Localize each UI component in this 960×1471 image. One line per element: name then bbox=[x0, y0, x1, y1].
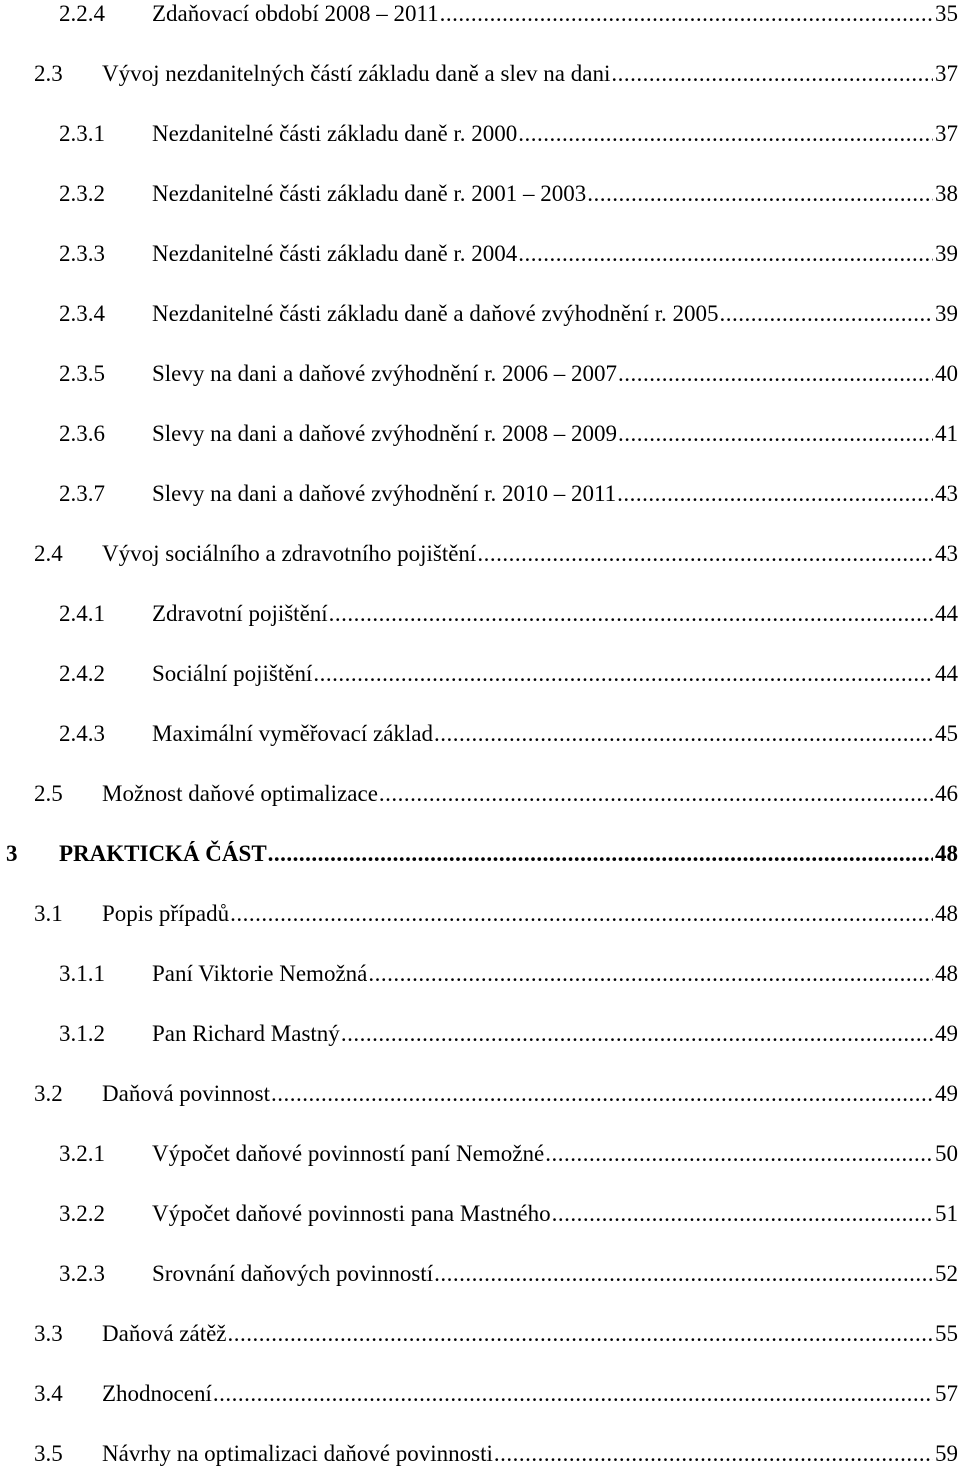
toc-entry-2-3-1[interactable] bbox=[59, 117, 960, 151]
toc-entry-number: 3.1 bbox=[34, 901, 63, 926]
toc-entry-number: 2.5 bbox=[34, 781, 63, 806]
toc-dot-leader bbox=[313, 657, 933, 691]
toc-entry-page: 40 bbox=[935, 361, 958, 386]
toc-entry-page: 38 bbox=[935, 181, 958, 206]
toc-dot-leader bbox=[494, 1437, 933, 1471]
toc-entry-number: 2.4 bbox=[34, 541, 63, 566]
toc-entry-2-3-6[interactable] bbox=[59, 417, 960, 451]
toc-entry-number: 3.3 bbox=[34, 1321, 63, 1346]
toc-entry-title: Sociální pojištění bbox=[152, 661, 313, 686]
toc-dot-leader bbox=[379, 777, 933, 811]
toc-entry-title: Daňová zátěž bbox=[102, 1321, 227, 1346]
toc-entry-3-1-1[interactable] bbox=[59, 957, 960, 991]
toc-entry-number: 2.3.7 bbox=[59, 481, 105, 506]
toc-entry-title: Paní Viktorie Nemožná bbox=[152, 961, 368, 986]
toc-entry-page: 49 bbox=[935, 1021, 958, 1046]
toc-entry-title: Popis případů bbox=[102, 901, 230, 926]
toc-entry-title: Srovnání daňových povinností bbox=[152, 1261, 434, 1286]
toc-entry-page: 35 bbox=[935, 1, 958, 26]
toc-entry-3-2[interactable] bbox=[34, 1077, 960, 1111]
toc-entry-page: 39 bbox=[935, 241, 958, 266]
toc-entry-number: 2.3.6 bbox=[59, 421, 105, 446]
toc-entry-title: Vývoj sociálního a zdravotního pojištění bbox=[102, 541, 477, 566]
toc-dot-leader bbox=[213, 1377, 933, 1411]
toc-entry-2-3[interactable] bbox=[34, 57, 960, 91]
toc-entry-number: 2.3.2 bbox=[59, 181, 105, 206]
toc-entry-title: Zdaňovací období 2008 – 2011 bbox=[152, 1, 439, 26]
toc-entry-2-4-1[interactable] bbox=[59, 597, 960, 631]
toc-entry-page: 43 bbox=[935, 541, 958, 566]
toc-entry-number: 2.4.3 bbox=[59, 721, 105, 746]
toc-entry-number: 3.4 bbox=[34, 1381, 63, 1406]
toc-entry-number: 2.3.5 bbox=[59, 361, 105, 386]
toc-entry-number: 3.2 bbox=[34, 1081, 63, 1106]
toc-dot-leader bbox=[477, 537, 933, 571]
toc-dot-leader bbox=[611, 57, 933, 91]
toc-entry-page: 48 bbox=[935, 961, 958, 986]
toc-entry-page: 48 bbox=[935, 841, 958, 866]
toc-entry-page: 51 bbox=[935, 1201, 958, 1226]
toc-entry-3-5[interactable] bbox=[34, 1437, 960, 1471]
toc-dot-leader bbox=[230, 897, 933, 931]
toc-entry-number: 3 bbox=[6, 841, 18, 866]
toc-entry-number: 2.2.4 bbox=[59, 1, 105, 26]
toc-entry-number: 2.4.1 bbox=[59, 601, 105, 626]
toc-entry-title: Zhodnocení bbox=[102, 1381, 212, 1406]
toc-entry-title: Návrhy na optimalizaci daňové povinnosti bbox=[102, 1441, 493, 1466]
toc-entry-title: Výpočet daňové povinnosti pana Mastného bbox=[152, 1201, 551, 1226]
toc-entry-page: 59 bbox=[935, 1441, 958, 1466]
toc-entry-3-2-1[interactable] bbox=[59, 1137, 960, 1171]
toc-entry-3-3[interactable] bbox=[34, 1317, 960, 1351]
toc-entry-2-3-4[interactable] bbox=[59, 297, 960, 331]
toc-dot-leader bbox=[341, 1017, 933, 1051]
toc-entry-title: Slevy na dani a daňové zvýhodnění r. 2010 – 2011 bbox=[152, 481, 617, 506]
toc-dot-leader bbox=[228, 1317, 933, 1351]
toc-dot-leader bbox=[434, 1257, 933, 1291]
toc-entry-number: 3.5 bbox=[34, 1441, 63, 1466]
toc-entry-page: 43 bbox=[935, 481, 958, 506]
toc-entry-title: Vývoj nezdanitelných částí základu daně a slev na dani bbox=[102, 61, 611, 86]
toc-dot-leader bbox=[719, 297, 933, 331]
toc-entry-2-2-4[interactable] bbox=[59, 0, 960, 31]
toc-entry-title: Slevy na dani a daňové zvýhodnění r. 2008 – 2009 bbox=[152, 421, 618, 446]
toc-entry-page: 52 bbox=[935, 1261, 958, 1286]
toc-entry-title: Zdravotní pojištění bbox=[152, 601, 328, 626]
toc-dot-leader bbox=[268, 837, 933, 871]
toc-dot-leader bbox=[545, 1137, 933, 1171]
toc-entry-3-1-2[interactable] bbox=[59, 1017, 960, 1051]
toc-entry-number: 3.1.2 bbox=[59, 1021, 105, 1046]
toc-entry-page: 37 bbox=[935, 121, 958, 146]
toc-entry-2-3-7[interactable] bbox=[59, 477, 960, 511]
toc-entry-page: 41 bbox=[935, 421, 958, 446]
toc-entry-page: 49 bbox=[935, 1081, 958, 1106]
toc-entry-page: 45 bbox=[935, 721, 958, 746]
toc-dot-leader bbox=[434, 717, 933, 751]
toc-entry-page: 44 bbox=[935, 601, 958, 626]
toc-dot-leader bbox=[518, 117, 933, 151]
toc-entry-number: 3.2.3 bbox=[59, 1261, 105, 1286]
toc-entry-number: 3.2.2 bbox=[59, 1201, 105, 1226]
toc-entry-page: 50 bbox=[935, 1141, 958, 1166]
toc-dot-leader bbox=[518, 237, 933, 271]
toc-entry-2-5[interactable] bbox=[34, 777, 960, 811]
toc-entry-page: 55 bbox=[935, 1321, 958, 1346]
toc-entry-page: 37 bbox=[935, 61, 958, 86]
toc-dot-leader bbox=[618, 357, 933, 391]
toc-entry-page: 46 bbox=[935, 781, 958, 806]
toc-entry-number: 3.1.1 bbox=[59, 961, 105, 986]
toc-entry-2-4[interactable] bbox=[34, 537, 960, 571]
toc-dot-leader bbox=[587, 177, 933, 211]
toc-entry-3-2-2[interactable] bbox=[59, 1197, 960, 1231]
toc-dot-leader bbox=[271, 1077, 933, 1111]
toc-entry-title: Slevy na dani a daňové zvýhodnění r. 2006 – 2007 bbox=[152, 361, 618, 386]
toc-entry-title: Nezdanitelné části základu daně r. 2001 – 2003 bbox=[152, 181, 587, 206]
toc-entry-number: 2.3.1 bbox=[59, 121, 105, 146]
toc-entry-title: Daňová povinnost bbox=[102, 1081, 271, 1106]
toc-entry-page: 44 bbox=[935, 661, 958, 686]
toc-entry-number: 3.2.1 bbox=[59, 1141, 105, 1166]
toc-entry-page: 48 bbox=[935, 901, 958, 926]
toc-entry-page: 57 bbox=[935, 1381, 958, 1406]
toc-entry-3[interactable] bbox=[6, 837, 960, 871]
toc-entry-title: Pan Richard Mastný bbox=[152, 1021, 340, 1046]
toc-entry-3-1[interactable] bbox=[34, 897, 960, 931]
toc-entry-2-3-5[interactable] bbox=[59, 357, 960, 391]
toc-entry-2-3-2[interactable] bbox=[59, 177, 960, 211]
toc-entry-page: 39 bbox=[935, 301, 958, 326]
toc-entry-number: 2.4.2 bbox=[59, 661, 105, 686]
toc-entry-title: Maximální vyměřovací základ bbox=[152, 721, 434, 746]
toc-dot-leader bbox=[617, 477, 933, 511]
toc-entry-2-3-3[interactable] bbox=[59, 237, 960, 271]
toc-entry-2-4-3[interactable] bbox=[59, 717, 960, 751]
toc-entry-3-4[interactable] bbox=[34, 1377, 960, 1411]
toc-dot-leader bbox=[552, 1197, 933, 1231]
toc-dot-leader bbox=[440, 0, 933, 31]
toc-entry-title: Výpočet daňové povinností paní Nemožné bbox=[152, 1141, 545, 1166]
toc-dot-leader bbox=[368, 957, 933, 991]
toc-dot-leader bbox=[618, 417, 933, 451]
toc-entry-2-4-2[interactable] bbox=[59, 657, 960, 691]
toc-dot-leader bbox=[329, 597, 933, 631]
toc-entry-title: Nezdanitelné části základu daně r. 2000 bbox=[152, 121, 518, 146]
toc-entry-number: 2.3.4 bbox=[59, 301, 105, 326]
toc-entry-3-2-3[interactable] bbox=[59, 1257, 960, 1291]
toc-entry-number: 2.3.3 bbox=[59, 241, 105, 266]
toc-entry-number: 2.3 bbox=[34, 61, 63, 86]
toc-entry-title: PRAKTICKÁ ČÁST bbox=[59, 841, 267, 866]
toc-entry-title: Nezdanitelné části základu daně r. 2004 bbox=[152, 241, 518, 266]
toc-entry-title: Možnost daňové optimalizace bbox=[102, 781, 378, 806]
toc-entry-title: Nezdanitelné části základu daně a daňové zvýhodnění r. 2005 bbox=[152, 301, 719, 326]
